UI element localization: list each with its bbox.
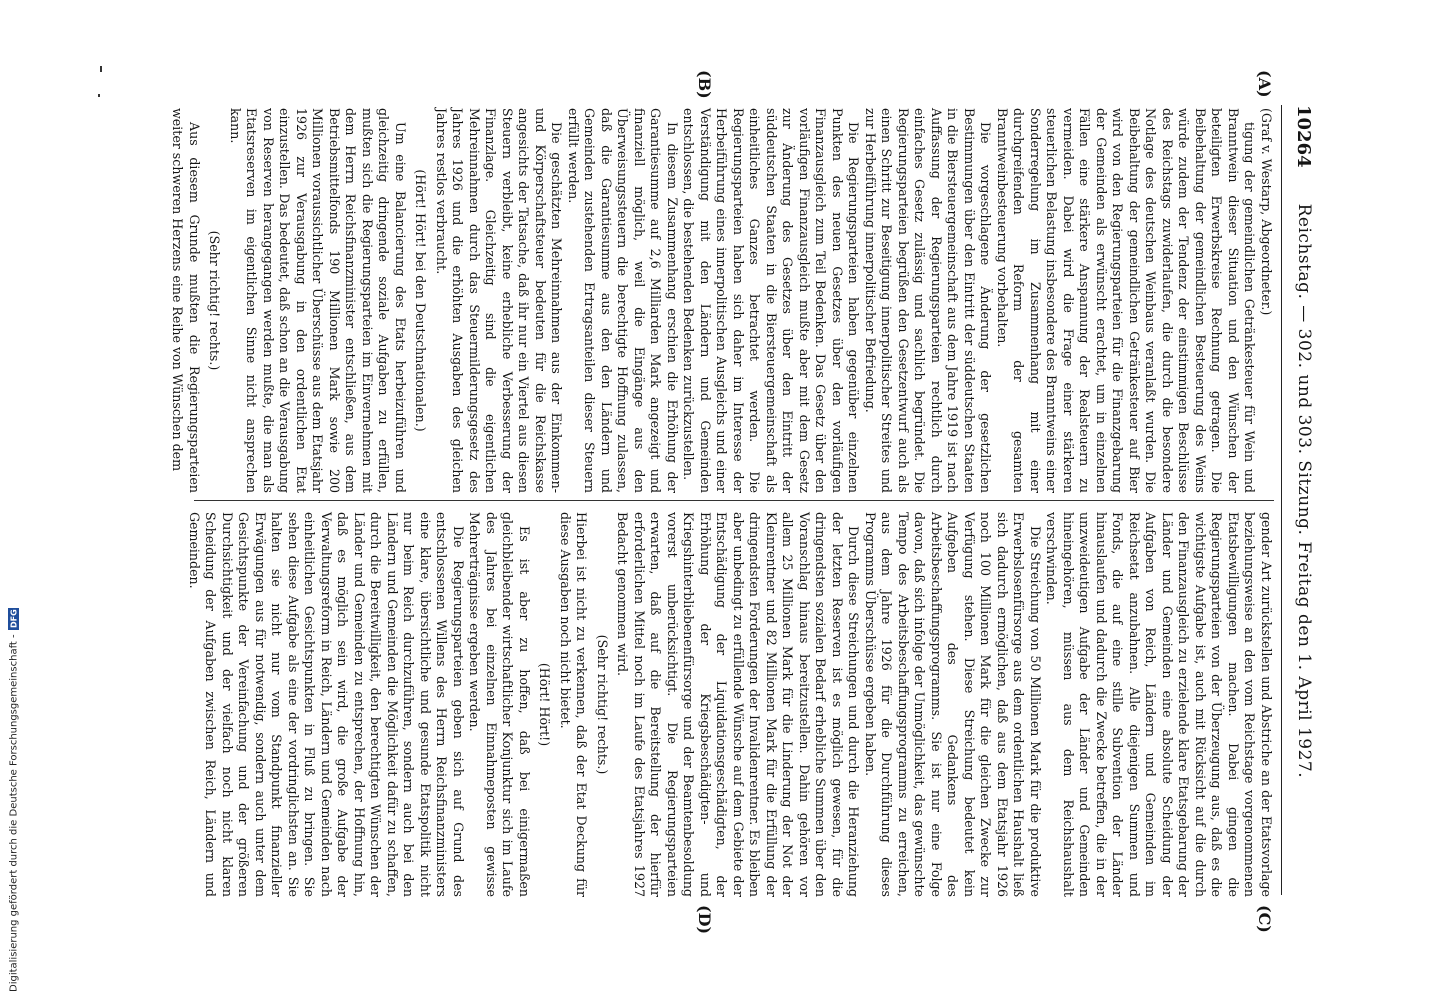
header-title: Reichstag. — 302. und 303. Sitzung. Freitag den 1. April 1927. xyxy=(1294,203,1314,779)
paragraph: Die geschätzten Mehreinnahmen aus der Einkommen- und Körperschaftsteuer bedeuten für die Reichskasse angesichts der Tatsache, daß ihr nur ein Viertel aus diesen Steuern verbleibt, keine erhebliche Verbesserung der Finanzlage. Gleichzeitig sind die eigentlichen Mehreinnahmen durch das Steuermilderungsgesetz des Jahres 1926 und die erhöhten Ausgaben des gleichen Jahres restlos verbraucht. xyxy=(434,108,565,493)
paragraph: tigung der gemeindlichen Getränkesteuer für Wein und Branntwein dieser Situation und den Wünschen der beteiligten Erwerbskreise Rechnung getragen. Die Beibehaltung der gemeindlichen Besteuerung des Weins würde zudem der Tendenz der einstimmigen Beschlüsse des Reichstags zuwiderlaufen, die durch die besondere Notlage des deutschen Weinbaus veranlaßt wurden. Die Beibehaltung der gemeindlichen Getränkesteuer auf Bier wird von den Regierungsparteien für die Finanzgebarung der Gemeinden als erwünscht erachtet, um in einzelnen Fällen eine stärkere Anspannung der Realsteuern zu vermeiden. Dabei wird die Frage einer stärkeren steuerlichen Belastung insbesondere des Branntweins einer Sonderregelung im Zusammenhang mit einer durchgreifenden Reform der gesamten Branntweinbesteuerung vorbehalten. xyxy=(995,108,1258,493)
paragraph: Die Streichung von 50 Millionen Mark für die produktive Erwerbslosenfürsorge aus dem ordentlichen Haushalt ließ sich dadurch ermöglichen, daß aus dem Etatsjahr 1926 noch 100 Millionen Mark für die gleichen Zwecke zur Verfügung stehen. Diese Streichung bedeutet kein Aufgeben des Gedankens des Arbeitsbeschaffungsprogramms. Sie ist nur eine Folge davon, daß sich infolge der Unmöglichkeit, das gewünschte Tempo des Arbeitsbeschaffungsprogramms zu erreichen, aus dem Jahre 1926 für die Durchführung dieses Programms Überschüsse ergeben haben. xyxy=(863,512,1043,897)
interjection: (Sehr richtig! rechts.) xyxy=(207,230,223,371)
margin-marker-c: (C) xyxy=(1255,905,1274,933)
digitization-text: Digitalisierung gefördert durch die Deutsche Forschungsgemeinschaft - xyxy=(8,634,20,992)
paragraph: (Graf v. Westarp, Abgeordneter.) xyxy=(1259,108,1274,316)
header-rule xyxy=(1281,105,1282,895)
margin-marker-d: (D) xyxy=(695,905,714,935)
interjection: (Sehr richtig! rechts.) xyxy=(595,634,610,775)
paragraph: gender Art zurückstellen und Abstriche an der Etatsvorlage beziehungsweise an den vom Reichstage vorgenommenen Etatsbewilligungen machen. Dabei gingen die Regierungsparteien von der Überzeugung aus, daß es die wichtigste Aufgabe ist, auch mit Rücksicht auf die durch den Finanzausgleich zu erzielende klare Etatsgebarung der Länder und Gemeinden eine absolute Scheidung der Aufgaben von Reich, Ländern und Gemeinden im Reichsetat anzubahnen. Alle diejenigen Summen und Fonds, die auf eine stille Subvention der Länder hinauslaufen und dadurch die Zwecke betreffen, die in der unzweideutigen Aufgabe der Länder und Gemeinden hineingehören, müssen aus dem Reichshaushalt verschwinden. xyxy=(1044,512,1274,897)
paragraph: Hierbei ist nicht zu verkennen, daß der Etat Deckung für diese Ausgaben noch nicht bietet. xyxy=(558,512,590,897)
right-column xyxy=(186,512,1275,897)
page-header xyxy=(1284,105,1324,905)
margin-marker-a: (A) xyxy=(1255,70,1274,98)
interjection: (Hört! Hört! bei den Deutschnationalen.) xyxy=(413,169,429,432)
paragraph: Es ist aber zu hoffen, daß bei einigermaßen gleichbleibender wirtschaftlicher Konjunktur sich im Laufe des Jahres bei einzelnen Einnahmeposten gewisse Mehrerträgnisse ergeben werden. xyxy=(467,512,532,897)
column-separator xyxy=(194,500,1274,501)
paragraph: Durch diese Streichungen und durch die Heranziehung der letzten Reserven ist es möglich gewesen, für die dringendsten sozialen Bedarf erhebliche Summen über den Voranschlag hinaus bereitzustellen. Dahin gehören vor allem 25 Millionen Mark für die Linderung der Not der Kleinrentner und 82 Millionen Mark für die Erfüllung der dringendsten Forderungen der Invalidenrentner. Es bleiben aber unbedingt zu erfüllende Wünsche auf dem Gebiete der Entschädigung der Liquidationsgeschädigten, der Erhöhung der Kriegsbeschädigten- und Kriegshinterbliebenenfürsorge und der Beamtenbesoldung vorerst unberücksichtigt. Die Regierungsparteien erwarten, daß auf die Bereitstellung der hierfür erforderlichen Mittel noch im Laufe des Etatsjahres 1927 Bedacht genommen wird. xyxy=(615,512,862,897)
page-number: 10264 xyxy=(1293,105,1315,168)
dfg-logo: DFG xyxy=(9,609,19,629)
paragraph: In diesem Zusammenhang erschien die Erhöhung der Garantiesumme auf 2,6 Milliarden Mark angezeigt und finanziell möglich, weil die Eingänge aus den Überweisungssteuern die berechtigte Hoffnung zulassen, daß die Garantiesumme aus den den Ländern und Gemeinden zustehenden Ertragsanteilen dieser Steuern erfüllt werden. xyxy=(566,108,680,493)
paragraph: Die Regierungsparteien geben sich auf Grund des entschlossenen Willens des Herrn Reichsfinanzministers eine klare, übersichtliche und gesunde Etatspolitik nicht nur beim Reich durchzuführen, sondern auch bei den Ländern und Gemeinden die Möglichkeit dafür zu schaffen, durch die Bereitwilligkeit, den berechtigten Wünschen der Länder und Gemeinden zu entsprechen, der Hoffnung hin, daß es möglich sein wird, die große Aufgabe der Verwaltungsreform in Reich, Ländern und Gemeinden nach einheitlichen Gesichtspunkten in Fluß zu bringen. Sie sehen diese Aufgabe als eine der vordringlichsten an. Sie halten sie nicht nur vom Standpunkt finanzieller Erwägungen aus für notwendig, sondern auch unter dem Gesichtspunkte der Vereinfachung und der größeren Durchsichtigkeit und der vielfach noch nicht klaren Scheidung der Aufgaben zwischen Reich, Ländern und Gemeinden. xyxy=(187,512,466,897)
left-column xyxy=(169,108,1274,493)
margin-marker-b: (B) xyxy=(695,70,714,99)
paragraph: Die Regierungsparteien haben gegenüber einzelnen Punkten des neuen Gesetzes über den vorläufigen Finanzausgleich zum Teil Bedenken. Das Gesetz über den vorläufigen Finanzausgleich mußte aber mit dem Gesetz zur Änderung des Gesetzes über den Eintritt der süddeutschen Staaten in die Biersteuergemeinschaft als einheitliches Ganzes betrachtet werden. Die Regierungsparteien haben sich daher im Interesse der Herbeiführung eines innerpolitischen Ausgleichs und einer Verständigung mit den Ländern und Gemeinden entschlossen, die bestehenden Bedenken zurückzustellen. xyxy=(681,108,862,493)
paragraph: Aus diesem Grunde mußten die Regierungsparteien weiter schweren Herzens eine Reihe von Wünschen dem xyxy=(170,108,202,493)
paragraph: Die vorgeschlagene Änderung der gesetzlichen Bestimmungen über den Eintritt der süddeutschen Staaten in die Biersteuergemeinschaft aus dem Jahre 1919 ist nach Auffassung der Regierungsparteien rechtlich durch einfaches Gesetz zulässig und sachlich begründet. Die Regierungsparteien begrüßen den Gesetzentwurf auch als einen Schritt zur Beseitigung innerpolitischer Streites und zur Herbeiführung innerpolitischer Befriedung. xyxy=(863,108,994,493)
interjection: (Hört! Hört!) xyxy=(537,662,553,747)
paragraph: Um eine Balancierung des Etats herbeizuführen und gleichzeitig dringende soziale Aufgaben zu erfüllen, mußten sich die Regierungsparteien im Einvernehmen mit dem Herrn Reichsfinanzminister entschließen, aus dem Betriebsmittelfonds 190 Millionen Mark sowie 200 Millionen voraussichtlicher Überschüsse aus dem Etatsjahr 1926 zur Verausgabung in den ordentlichen Etat einzustellen. Das bedeutet, daß schon an die Verausgabung von Reserven herangegangen werden mußte, die man als Etatsreserven im eigentlichen Sinne nicht ansprechen kann. xyxy=(228,108,408,493)
